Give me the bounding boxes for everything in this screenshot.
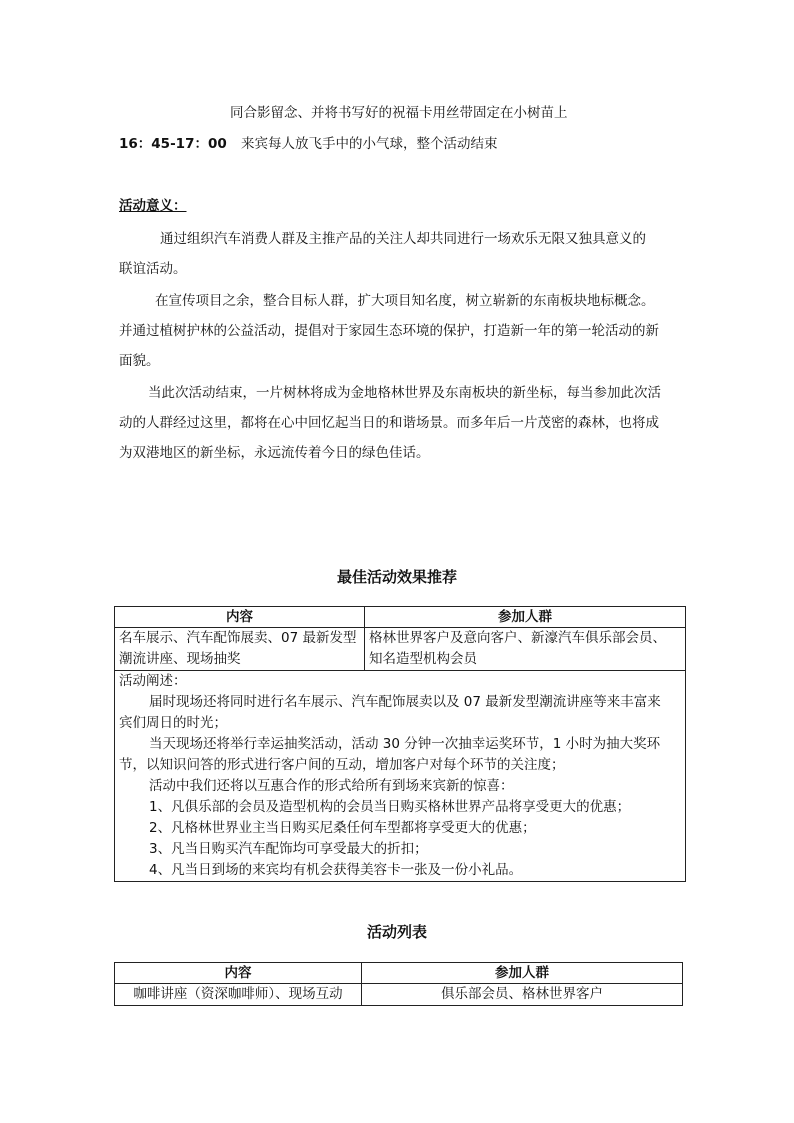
description-label: 活动阐述： [119,673,187,689]
significance-p2-line3: 面貌。 [119,353,160,369]
schedule-time-text: 来宾每人放飞手中的小气球，整个活动结束 [241,136,498,152]
significance-p1-line1: 通过组织汽车消费人群及主推产品的关注人却共同进行一场欢乐无限又独具意义的 [160,231,646,247]
cell-audience [365,628,686,671]
cell-content: 咖啡讲座（资深咖啡师）、现场互动 [115,984,362,1006]
table-row [115,628,686,671]
cell-content-line1: 名车展示、汽车配饰展卖、07 最新发型 [119,630,357,646]
header-content: 内容 [115,607,365,628]
cell-audience-line2: 知名造型机构会员 [369,651,477,667]
cell-content-line2: 潮流讲座、现场抽奖 [119,651,241,667]
significance-p1-line2: 联谊活动。 [119,261,187,277]
header-content: 内容 [115,963,362,984]
description-item-3: 3、凡当日购买汽车配饰均可享受最大的折扣； [149,841,428,857]
description-item-4: 4、凡当日到场的来宾均有机会获得美容卡一张及一份小礼品。 [149,862,523,878]
schedule-continuation-line: 同合影留念、并将书写好的祝福卡用丝带固定在小树苗上 [230,105,568,121]
table-header-row [115,963,683,984]
description-row [115,671,686,882]
description-p1-line2: 宾们周日的时光； [119,715,227,731]
significance-p3-line3: 为双港地区的新坐标，永远流传着今日的绿色佳话。 [119,445,430,461]
cell-audience: 俱乐部会员、格林世界客户 [362,984,683,1006]
cell-audience-line1: 格林世界客户及意向客户、新濠汽车俱乐部会员、 [369,630,666,646]
significance-p2-line2: 并通过植树护林的公益活动，提倡对于家园生态环境的保护，打造新一年的第一轮活动的新 [119,323,659,339]
activity-list-title: 活动列表 [366,923,427,941]
schedule-time: 16：45-17：00 [119,136,227,152]
significance-p3-line2: 动的人群经过这里，都将在心中回忆起当日的和谐场景。而多年后一片茂密的森林，也将成 [119,415,659,431]
description-cell [115,671,686,882]
best-effect-table [114,606,686,882]
activity-list-table [114,962,683,1006]
table-row [115,984,683,1006]
header-audience: 参加人群 [365,607,686,628]
description-p1-line1: 届时现场还将同时进行名车展示、汽车配饰展卖以及 07 最新发型潮流讲座等来丰富来 [149,694,661,710]
table-header-row [115,607,686,628]
significance-p2-line1: 在宣传项目之余，整合目标人群，扩大项目知名度，树立崭新的东南板块地标概念。 [155,293,655,309]
best-effect-title: 最佳活动效果推荐 [336,568,457,586]
cell-content [115,628,365,671]
schedule-time-item [119,134,498,154]
description-p3-line1: 活动中我们还将以互惠合作的形式给所有到场来宾新的惊喜： [149,778,514,794]
header-audience: 参加人群 [362,963,683,984]
significance-p3-line1: 当此次活动结束，一片树林将成为金地格林世界及东南板块的新坐标，每当参加此次活 [148,385,661,401]
description-item-1: 1、凡俱乐部的会员及造型机构的会员当日购买格林世界产品将享受更大的优惠； [149,799,631,815]
significance-heading: 活动意义： [119,198,187,214]
description-p2-line2: 节，以知识问答的形式进行客户间的互动，增加客户对每个环节的关注度； [119,757,565,773]
description-p2-line1: 当天现场还将举行幸运抽奖活动，活动 30 分钟一次抽幸运奖环节，1 小时为抽大奖环 [149,736,661,752]
description-item-2: 2、凡格林世界业主当日购买尼桑任何车型都将享受更大的优惠； [149,820,536,836]
